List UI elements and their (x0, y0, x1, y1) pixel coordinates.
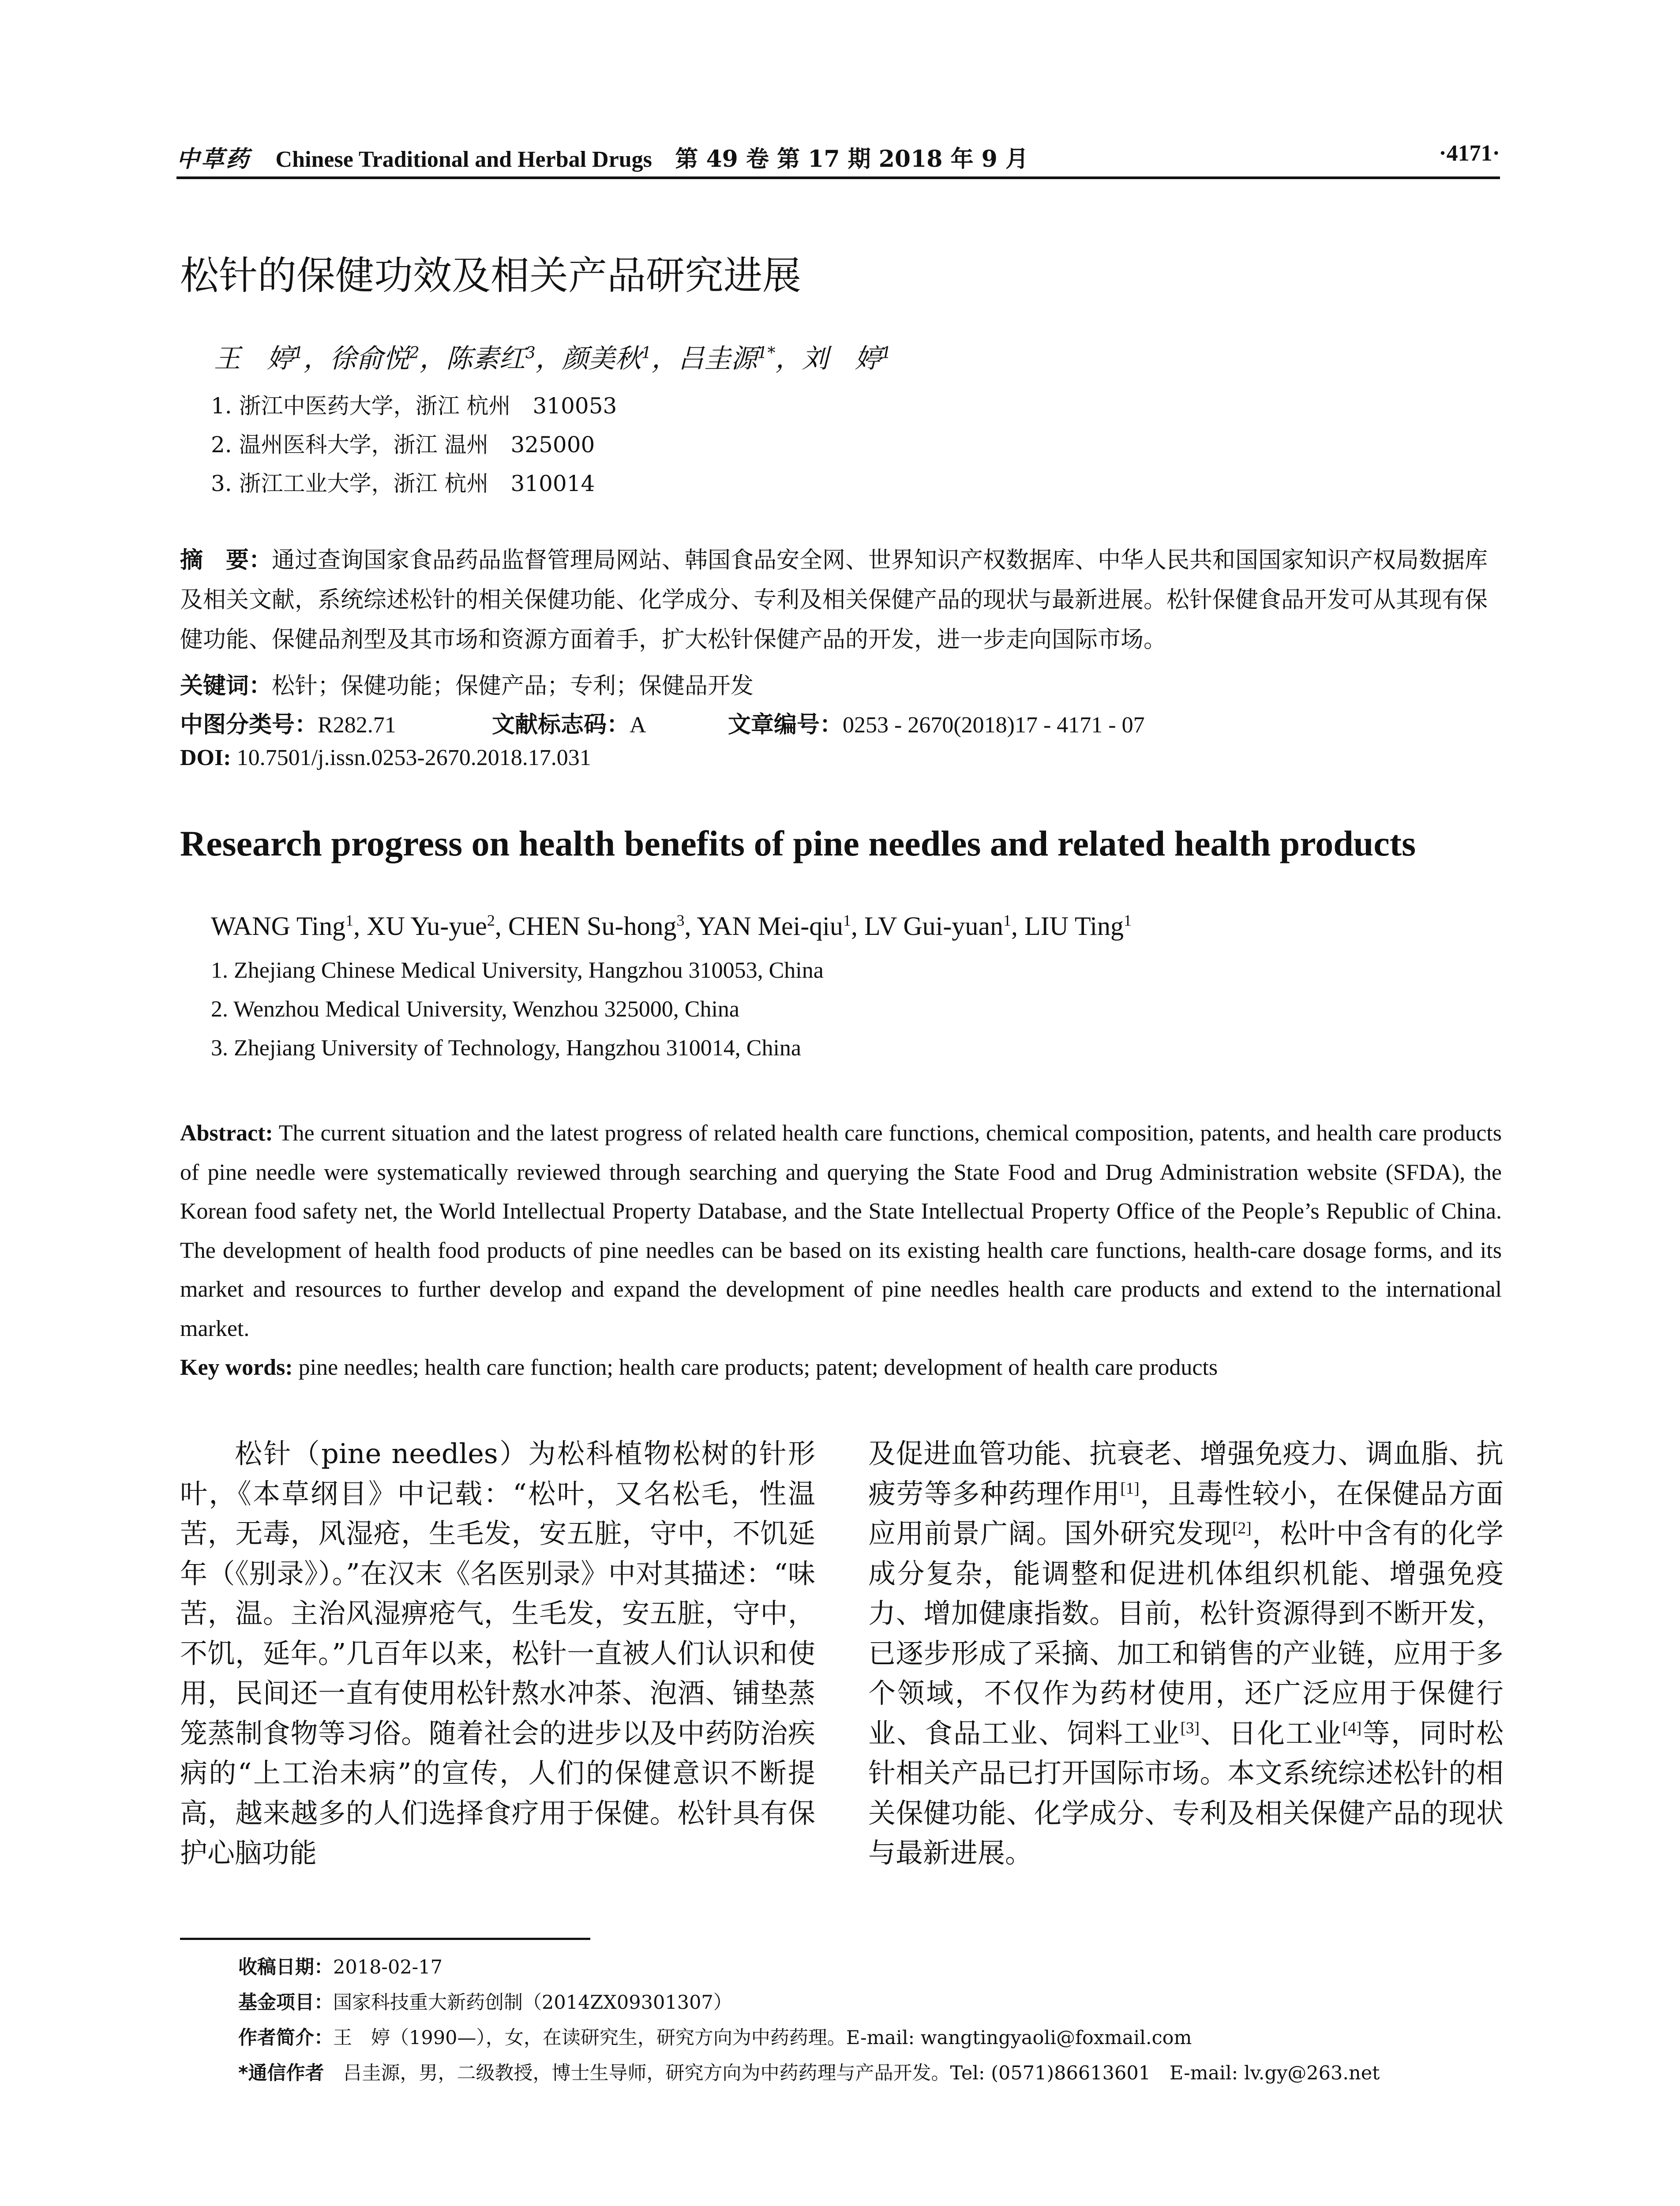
doc-code (492, 706, 646, 739)
cn-author: 吕圭源$^{1*}$ (678, 343, 776, 374)
footnote-author-bio: 作者简介：王 婷（1990—），女，在读研究生，研究方向为中药药理。E-mail: wangtingyaoli@foxmail.com (238, 2027, 1192, 2049)
citation-ref: [1] (1120, 1479, 1140, 1497)
header-rule (176, 176, 1500, 179)
en-author: LV Gui-yuan$^1$ (864, 912, 1011, 941)
cn-affiliation: 1. 浙江中医药大学，浙江 杭州 310053 (211, 393, 617, 419)
en-author: CHEN Su-hong$^3$ (508, 912, 685, 941)
journal-name: Chinese Traditional and Herbal Drugs (275, 147, 652, 172)
cn-keywords (180, 667, 754, 700)
clc-value: R282.71 (318, 713, 396, 738)
cn-affiliation: 2. 温州医科大学，浙江 温州 325000 (211, 432, 595, 458)
en-affiliation: 1. Zhejiang Chinese Medical University, Hangzhou 310053, China (211, 958, 824, 983)
cn-affiliation: 3. 浙江工业大学，浙江 杭州 310014 (211, 471, 595, 496)
cn-abstract-label: 摘 要： (180, 547, 272, 574)
en-author: YAN Mei-qiu$^1$ (697, 912, 851, 941)
running-header (176, 140, 1500, 176)
en-abstract-label: Abstract: (180, 1121, 273, 1146)
en-affiliation: 2. Wenzhou Medical University, Wenzhou 325000, China (211, 997, 740, 1022)
body-column-left: 松针（pine needles）为松科植物松树的针形叶，《本草纲目》中记载：“松叶，又名松毛，性温苦，无毒，风湿疮，生毛发，安五脏，守中，不饥延年（《别录》）。”在汉末《名医别录》中对其描述：“味苦，温。主治风湿痹疮气，生毛发，安五脏，守中，不饥，延年。”几百年以来，松针一直被人们认识和使用，民间还一直有使用松针熬水冲茶、泡酒、铺垫蒸笼蒸制食物等习俗。随着社会的进步以及中药防治疾病的“上工治未病”的宣传，人们的保健意识不断提高，越来越多的人们选择食疗用于保健。松针具有保护心脑功能 (180, 1437, 815, 1869)
footnote-corresponding-author: *通信作者 吕圭源，男，二级教授，博士生导师，研究方向为中药药理与产品开发。Tel: (0571)86613601 E-mail: lv.gy@263.net (238, 2062, 1380, 2084)
body-column-right: 及促进血管功能、抗衰老、增强免疫力、调血脂、抗疲劳等多种药理作用[1]，且毒性较小，在保健品方面应用前景广阔。国外研究发现[2]，松叶中含有的化学成分复杂，能调整和促进机体组织机能、增强免疫力、增加健康指数。目前，松针资源得到不断开发，已逐步形成了采摘、加工和销售的产业链，应用于多个领域，不仅作为药材使用，还广泛应用于保健行业、食品工业、饲料工业[3]、日化工业[4]等，同时松针相关产品已打开国际市场。本文系统综述松针的相关保健功能、化学成分、专利及相关保健产品的现状与最新进展。 (868, 1437, 1504, 1869)
cn-abstract-text: 通过查询国家食品药品监督管理局网站、韩国食品安全网、世界知识产权数据库、中华人民共和国国家知识产权局数据库及相关文献，系统综述松针的相关保健功能、化学成分、专利及相关保健产品的现状与最新进展。松针保健食品开发可从其现有保健功能、保健品剂型及其市场和资源方面着手，扩大松针保健产品的开发，进一步走向国际市场。 (180, 547, 1488, 653)
cn-author: 刘 婷$^1$ (802, 343, 892, 374)
article-number (728, 706, 1145, 739)
footnote-rule (180, 1938, 590, 1940)
cn-author: 徐俞悦$^2$ (330, 343, 420, 374)
doi-value: 10.7501/j.issn.0253-2670.2018.17.031 (236, 745, 591, 770)
footnote-funding: 基金项目：国家科技重大新药创制（2014ZX09301307） (238, 1992, 732, 2014)
page-number: ·4171· (1439, 141, 1500, 166)
citation-ref: [4] (1342, 1718, 1362, 1737)
doc-code-value: A (630, 713, 646, 738)
en-keywords-label: Key words: (180, 1355, 293, 1380)
en-abstract (180, 1114, 1502, 1348)
en-title: Research progress on health benefits of pine needles and related health products (180, 823, 1416, 863)
en-abstract-text: The current situation and the latest progress of related health care functions, chemical composition, patents, and health care products of pine needle were systematically reviewed through searching and querying the State Food and Drug Administration website (SFDA), the Korean food safety net, the World Intellectual Property Database, and the State Intellectual Property Office of the People’s Republic of China. The development of health food products of pine needles can be based on its existing health care functions, health-care dosage forms, and its market and resources to further develop and expand the development of pine needles health care products and extend to the international market. (180, 1121, 1502, 1341)
citation-ref: [3] (1180, 1718, 1200, 1737)
cn-keywords-label: 关键词： (180, 673, 272, 699)
en-affiliation: 3. Zhejiang University of Technology, Hangzhou 310014, China (211, 1035, 802, 1061)
cn-keywords-text: 松针；保健功能；保健产品；专利；保健品开发 (272, 673, 754, 699)
cn-title: 松针的保健功效及相关产品研究进展 (180, 253, 802, 298)
article-number-label: 文章编号： (728, 712, 843, 738)
en-author: XU Yu-yue$^2$ (367, 912, 495, 941)
cn-author: 陈素红$^3$ (446, 343, 536, 374)
citation-ref: [2] (1232, 1519, 1252, 1538)
article-number-value: 0253 - 2670(2018)17 - 4171 - 07 (843, 713, 1145, 738)
cn-author: 颜美秋$^1$ (562, 343, 652, 374)
cn-classification-line (180, 706, 396, 739)
en-author: LIU Ting$^1$ (1024, 912, 1132, 941)
doi-line (180, 745, 591, 771)
doc-code-label: 文献标志码： (492, 712, 630, 738)
cn-abstract (180, 540, 1502, 660)
en-author: WANG Ting$^1$ (211, 912, 354, 941)
en-author-list: WANG Ting$^1$, XU Yu-yue$^2$, CHEN Su-hong$^3$, YAN Mei-qiu$^1$, LV Gui-yuan$^1$, LIU Ting$^1$ (211, 912, 1132, 941)
clc-label: 中图分类号： (180, 712, 318, 738)
footnote-received: 收稿日期：2018-02-17 (238, 1956, 442, 1978)
cn-author: 王 婷$^1$ (214, 343, 304, 374)
doi-label: DOI: (180, 745, 231, 770)
cn-author-list: 王 婷$^1$，徐俞悦$^2$，陈素红$^3$，颜美秋$^1$，吕圭源$^{1*}$，刘 婷$^1$ (214, 343, 892, 374)
en-keywords-text: pine needles; health care function; health care products; patent; development of health care products (298, 1355, 1218, 1380)
issue-info: 第 49 卷 第 17 期 2018 年 9 月 (675, 146, 1028, 173)
journal-mark: 中草药 (176, 146, 251, 173)
en-keywords (180, 1354, 1218, 1381)
